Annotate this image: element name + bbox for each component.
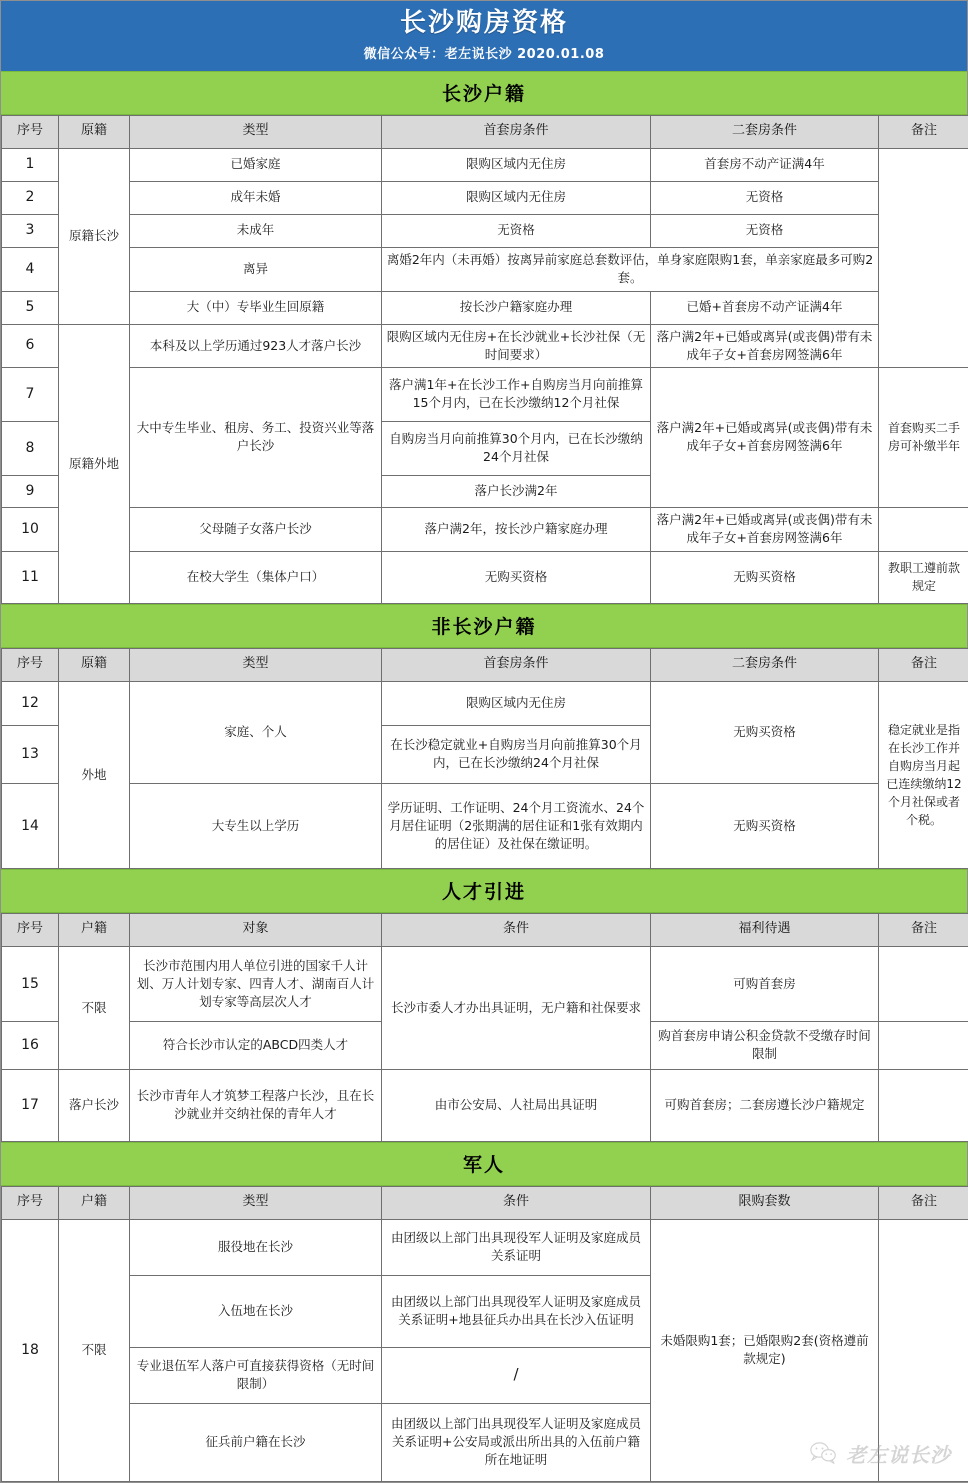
- cell-limit: 未婚限购1套；已婚限购2套(资格遵前款规定): [651, 1219, 879, 1481]
- cell-note: [879, 946, 968, 1021]
- table-row: [2, 247, 968, 291]
- cell-target: 长沙市范围内用人单位引进的国家千人计划、万人计划专家、四青人才、湖南百人计划专家等高层次人才: [130, 946, 382, 1021]
- table-changsha-hukou: [1, 115, 968, 604]
- cell-condition: 长沙市委人才办出具证明，无户籍和社保要求: [382, 946, 651, 1069]
- page-subtitle: 微信公众号：老左说长沙 2020.01.08: [1, 43, 967, 62]
- cell-note: 教职工遵前款规定: [879, 551, 968, 603]
- cell-type: 本科及以上学历通过923人才落户长沙: [130, 324, 382, 367]
- cell-condition: /: [382, 1347, 651, 1403]
- cell-origin: 原籍外地: [59, 324, 130, 603]
- cell-type: 大专生以上学历: [130, 783, 382, 868]
- cell-first: 限购区域内无住房: [382, 181, 651, 214]
- cell-note: 首套购买二手房可补缴半年: [879, 367, 968, 507]
- cell-first: 限购区域内无住房: [382, 681, 651, 725]
- column-header-limit: 限购套数: [651, 1186, 879, 1219]
- cell-no: 12: [2, 681, 59, 725]
- cell-first: 落户长沙满2年: [382, 475, 651, 507]
- cell-no: 8: [2, 421, 59, 475]
- cell-benefit: 购首套房申请公积金贷款不受缴存时间限制: [651, 1021, 879, 1069]
- cell-condition: 由团级以上部门出具现役军人证明及家庭成员关系证明+地县征兵办出具在长沙入伍证明: [382, 1275, 651, 1347]
- column-header-type: 类型: [130, 1186, 382, 1219]
- table-row: [2, 324, 968, 367]
- cell-hukou: 落户长沙: [59, 1069, 130, 1141]
- column-header-first: 首套房条件: [382, 648, 651, 681]
- cell-condition: 由团级以上部门出具现役军人证明及家庭成员关系证明: [382, 1219, 651, 1275]
- cell-type: 大（中）专毕业生回原籍: [130, 291, 382, 324]
- cell-first: 限购区域内无住房+在长沙就业+长沙社保（无时间要求）: [382, 324, 651, 367]
- cell-type: 未成年: [130, 214, 382, 247]
- column-header-no: 序号: [2, 1186, 59, 1219]
- cell-no: 6: [2, 324, 59, 367]
- cell-second: 落户满2年+已婚或离异(或丧偶)带有未成年子女+首套房网签满6年: [651, 367, 879, 507]
- column-header-type: 类型: [130, 648, 382, 681]
- column-header-no: 序号: [2, 648, 59, 681]
- cell-type: 离异: [130, 247, 382, 291]
- column-header-second: 二套房条件: [651, 648, 879, 681]
- table-row: [2, 681, 968, 725]
- table-military: [1, 1186, 968, 1482]
- cell-target: 符合长沙市认定的ABCD四类人才: [130, 1021, 382, 1069]
- table-row: [2, 181, 968, 214]
- cell-no: 17: [2, 1069, 59, 1141]
- column-header-note: 备注: [879, 913, 968, 946]
- cell-first: 自购房当月向前推算30个月内，已在长沙缴纳24个月社保: [382, 421, 651, 475]
- cell-first: 按长沙户籍家庭办理: [382, 291, 651, 324]
- cell-no: 13: [2, 725, 59, 783]
- column-header-note: 备注: [879, 115, 968, 148]
- table-row: [2, 214, 968, 247]
- page-title: 长沙购房资格: [1, 7, 967, 40]
- table-row: [2, 367, 968, 421]
- cell-type: 专业退伍军人落户可直接获得资格（无时间限制）: [130, 1347, 382, 1403]
- cell-hukou: 不限: [59, 946, 130, 1069]
- cell-condition: 由市公安局、人社局出具证明: [382, 1069, 651, 1141]
- cell-type: 征兵前户籍在长沙: [130, 1403, 382, 1481]
- cell-first: 落户满2年，按长沙户籍家庭办理: [382, 507, 651, 551]
- table-header-row: [2, 1186, 968, 1219]
- table-row: [2, 148, 968, 181]
- column-header-origin: 原籍: [59, 648, 130, 681]
- cell-no: 3: [2, 214, 59, 247]
- cell-type: 服役地在长沙: [130, 1219, 382, 1275]
- cell-no: 16: [2, 1021, 59, 1069]
- column-header-target: 对象: [130, 913, 382, 946]
- column-header-hukou: 户籍: [59, 913, 130, 946]
- column-header-benefit: 福利待遇: [651, 913, 879, 946]
- column-header-no: 序号: [2, 115, 59, 148]
- cell-note: 稳定就业是指在长沙工作并自购房当月起已连续缴纳12个月社保或者个税。: [879, 681, 968, 868]
- column-header-no: 序号: [2, 913, 59, 946]
- cell-no: 2: [2, 181, 59, 214]
- cell-second: 无资格: [651, 214, 879, 247]
- section-header-non-changsha-hukou: 非长沙户籍: [1, 604, 967, 648]
- cell-note: [879, 148, 968, 367]
- cell-type: 成年未婚: [130, 181, 382, 214]
- column-header-hukou: 户籍: [59, 1186, 130, 1219]
- cell-no: 7: [2, 367, 59, 421]
- cell-second: 首套房不动产证满4年: [651, 148, 879, 181]
- cell-note: [879, 1069, 968, 1141]
- table-row: [2, 291, 968, 324]
- cell-no: 1: [2, 148, 59, 181]
- cell-no: 4: [2, 247, 59, 291]
- cell-second: 无购买资格: [651, 783, 879, 868]
- cell-type: 父母随子女落户长沙: [130, 507, 382, 551]
- section-header-talent-introduction: 人才引进: [1, 869, 967, 913]
- cell-second: 落户满2年+已婚或离异(或丧偶)带有未成年子女+首套房网签满6年: [651, 507, 879, 551]
- cell-type: 家庭、个人: [130, 681, 382, 783]
- cell-first: 无购买资格: [382, 551, 651, 603]
- column-header-second: 二套房条件: [651, 115, 879, 148]
- table-row: [2, 507, 968, 551]
- cell-note: [879, 1219, 968, 1481]
- cell-first: 无资格: [382, 214, 651, 247]
- cell-no: 15: [2, 946, 59, 1021]
- cell-no: 14: [2, 783, 59, 868]
- cell-second: 无购买资格: [651, 681, 879, 783]
- cell-hukou: 不限: [59, 1219, 130, 1481]
- table-row: [2, 1219, 968, 1275]
- cell-type: 入伍地在长沙: [130, 1275, 382, 1347]
- cell-no: 18: [2, 1219, 59, 1481]
- table-talent-introduction: [1, 913, 968, 1142]
- column-header-note: 备注: [879, 648, 968, 681]
- cell-benefit: 可购首套房；二套房遵长沙户籍规定: [651, 1069, 879, 1141]
- watermark-text: 老左说长沙: [846, 1439, 951, 1468]
- cell-no: 11: [2, 551, 59, 603]
- column-header-first: 首套房条件: [382, 115, 651, 148]
- table-row: [2, 551, 968, 603]
- table-header-row: [2, 913, 968, 946]
- cell-benefit: 可购首套房: [651, 946, 879, 1021]
- cell-condition: 由团级以上部门出具现役军人证明及家庭成员关系证明+公安局或派出所出具的入伍前户籍所在地证明: [382, 1403, 651, 1481]
- cell-no: 10: [2, 507, 59, 551]
- cell-first: 落户满1年+在长沙工作+自购房当月向前推算15个月内，已在长沙缴纳12个月社保: [382, 367, 651, 421]
- section-header-changsha-hukou: 长沙户籍: [1, 71, 967, 115]
- column-header-note: 备注: [879, 1186, 968, 1219]
- cell-origin: 原籍长沙: [59, 148, 130, 324]
- column-header-condition: 条件: [382, 1186, 651, 1219]
- cell-second: 无购买资格: [651, 551, 879, 603]
- table-header-row: [2, 115, 968, 148]
- cell-no: 9: [2, 475, 59, 507]
- cell-first: 限购区域内无住房: [382, 148, 651, 181]
- cell-type: 大中专生毕业、租房、务工、投资兴业等落户长沙: [130, 367, 382, 507]
- cell-second: 已婚+首套房不动产证满4年: [651, 291, 879, 324]
- table-header-row: [2, 648, 968, 681]
- cell-first: 学历证明、工作证明、24个月工资流水、24个月居住证明（2张期满的居住证和1张有效期内的居住证）及社保在缴证明。: [382, 783, 651, 868]
- column-header-type: 类型: [130, 115, 382, 148]
- cell-first-second-merged: 离婚2年内（未再婚）按离异前家庭总套数评估，单身家庭限购1套，单亲家庭最多可购2套。: [382, 247, 879, 291]
- cell-no: 5: [2, 291, 59, 324]
- table-row: [2, 946, 968, 1021]
- cell-second: 无资格: [651, 181, 879, 214]
- cell-origin: 外地: [59, 681, 130, 868]
- table-non-changsha-hukou: [1, 648, 968, 869]
- cell-first: 在长沙稳定就业+自购房当月向前推算30个月内，已在长沙缴纳24个月社保: [382, 725, 651, 783]
- cell-target: 长沙市青年人才筑梦工程落户长沙，且在长沙就业并交纳社保的青年人才: [130, 1069, 382, 1141]
- title-banner: [1, 1, 967, 71]
- column-header-condition: 条件: [382, 913, 651, 946]
- cell-type: 在校大学生（集体户口）: [130, 551, 382, 603]
- table-row: [2, 783, 968, 868]
- column-header-origin: 原籍: [59, 115, 130, 148]
- cell-note: [879, 1021, 968, 1069]
- table-row: [2, 1069, 968, 1141]
- cell-type: 已婚家庭: [130, 148, 382, 181]
- section-header-military: 军人: [1, 1142, 967, 1186]
- cell-note: [879, 507, 968, 551]
- cell-second: 落户满2年+已婚或离异(或丧偶)带有未成年子女+首套房网签满6年: [651, 324, 879, 367]
